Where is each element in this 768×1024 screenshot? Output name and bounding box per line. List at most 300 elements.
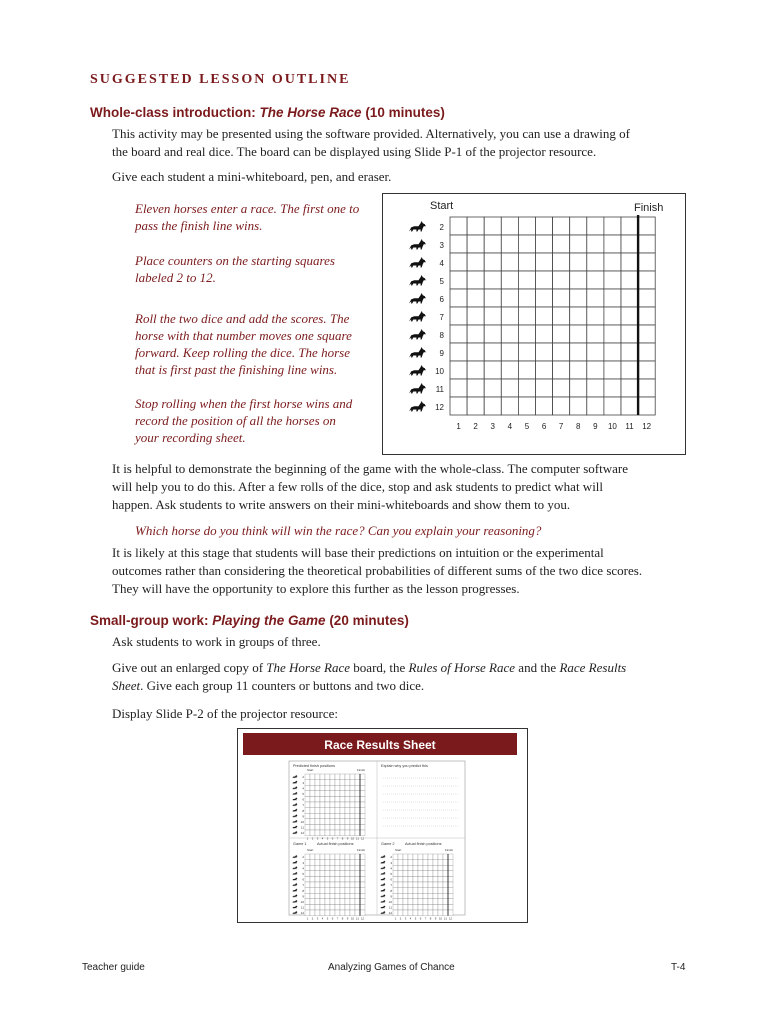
mini-cell — [438, 876, 443, 882]
mini-cell — [393, 893, 398, 899]
mini-cell — [345, 854, 350, 860]
mini-cell — [360, 808, 365, 814]
mini-cell — [325, 808, 330, 814]
mini-cell — [413, 854, 418, 860]
mini-column-label: 5 — [326, 916, 329, 921]
board-cell — [638, 397, 655, 415]
mini-cell — [350, 824, 355, 830]
mini-cell — [305, 796, 310, 802]
mini-cell — [350, 830, 355, 836]
mini-cell — [443, 882, 448, 888]
mini-cell — [360, 791, 365, 797]
mini-cell — [345, 780, 350, 786]
mini-cell — [448, 904, 453, 910]
board-cell — [536, 271, 553, 289]
mini-cell — [418, 865, 423, 871]
board-cell — [604, 289, 621, 307]
board-cell — [536, 253, 553, 271]
mini-cell — [360, 899, 365, 905]
board-cell — [501, 325, 518, 343]
board-cell — [484, 397, 501, 415]
mini-cell — [355, 830, 360, 836]
board-cell — [518, 217, 535, 235]
small-group-heading-title: Playing the Game — [212, 613, 326, 628]
mini-cell — [433, 888, 438, 894]
mini-cell — [325, 899, 330, 905]
mini-cell — [398, 899, 403, 905]
race-results-slide — [237, 728, 528, 923]
mini-cell — [355, 774, 360, 780]
text-line: They will have the opportunity to explore this further as the lesson progresses. — [112, 581, 520, 596]
mini-cell — [340, 819, 345, 825]
mini-cell — [330, 893, 335, 899]
mini-column-label: 11 — [444, 916, 447, 921]
mini-cell — [305, 813, 310, 819]
board-cell — [553, 397, 570, 415]
mini-cell — [345, 785, 350, 791]
board-column-label: 6 — [541, 422, 547, 431]
board-cell — [484, 271, 501, 289]
mini-cell — [448, 876, 453, 882]
board-cell — [467, 361, 484, 379]
mini-cell — [408, 899, 413, 905]
board-cell — [536, 325, 553, 343]
mini-cell — [403, 854, 408, 860]
board-cell — [467, 325, 484, 343]
mini-cell — [325, 882, 330, 888]
mini-cell — [355, 865, 360, 871]
board-cell — [518, 253, 535, 271]
board-cell — [501, 217, 518, 235]
mini-cell — [315, 854, 320, 860]
mini-cell — [360, 830, 365, 836]
mini-column-label: 4 — [321, 916, 324, 921]
mini-row-label: 6 — [390, 877, 392, 882]
board-cell — [501, 343, 518, 361]
mini-cell — [310, 882, 315, 888]
mini-cell — [350, 876, 355, 882]
mini-cell — [310, 871, 315, 877]
board-cell — [604, 361, 621, 379]
mini-cell — [345, 813, 350, 819]
mini-cell — [438, 871, 443, 877]
mini-row-label: 10 — [300, 820, 304, 824]
mini-cell — [305, 899, 310, 905]
mini-cell — [355, 785, 360, 791]
mini-column-label: 2 — [399, 916, 402, 921]
mini-cell — [315, 888, 320, 894]
mini-cell — [413, 882, 418, 888]
mini-cell — [310, 808, 315, 814]
board-cell — [553, 307, 570, 325]
board-cell — [587, 325, 604, 343]
mini-cell — [340, 904, 345, 910]
mini-cell — [438, 904, 443, 910]
mini-cell — [408, 893, 413, 899]
mini-cell — [433, 899, 438, 905]
mini-cell — [438, 899, 443, 905]
mini-cell — [310, 888, 315, 894]
mini-cell — [345, 871, 350, 877]
mini-cell — [315, 899, 320, 905]
small-group-heading — [90, 613, 409, 628]
mini-row-label: 6 — [302, 797, 304, 802]
mini-column-label: 3 — [404, 916, 407, 921]
board-column-label: 8 — [576, 422, 581, 431]
mini-cell — [350, 813, 355, 819]
mini-cell — [340, 791, 345, 797]
board-grid — [450, 215, 655, 415]
text-run: . Give each group 11 counters or buttons and two dice. — [140, 678, 425, 693]
mini-cell — [325, 774, 330, 780]
mini-column-label: 12 — [360, 916, 365, 921]
mini-cell — [350, 882, 355, 888]
board-cell — [518, 271, 535, 289]
mini-cell — [448, 871, 453, 877]
mini-cell — [438, 854, 443, 860]
mini-cell — [315, 796, 320, 802]
mini-cell — [398, 893, 403, 899]
mini-cell — [350, 860, 355, 866]
mini-cell — [428, 871, 433, 877]
mini-cell — [340, 813, 345, 819]
board-cell — [604, 343, 621, 361]
game1-label: Game 1 — [293, 842, 307, 846]
board-cell — [604, 397, 621, 415]
instruction-3 — [135, 310, 380, 378]
mini-cell — [355, 802, 360, 808]
mini-cell — [335, 802, 340, 808]
board-row-label: 2 — [439, 223, 444, 232]
intro-paragraph-1 — [112, 125, 672, 161]
mini-cell — [448, 893, 453, 899]
mini-cell — [408, 865, 413, 871]
instruction-line: labeled 2 to 12. — [135, 270, 216, 285]
mini-cell — [310, 780, 315, 786]
instruction-line: pass the finish line wins. — [135, 218, 263, 233]
mini-cell — [350, 899, 355, 905]
mini-column-label: 12 — [360, 836, 365, 841]
mini-cell — [360, 876, 365, 882]
instruction-line: forward. Keep rolling the dice. The horse — [135, 345, 350, 360]
board-row-label: 10 — [435, 367, 444, 376]
board-cell — [501, 397, 518, 415]
mini-cell — [398, 876, 403, 882]
mini-row-label: 8 — [302, 888, 304, 893]
mini-cell — [325, 780, 330, 786]
mini-cell — [418, 854, 423, 860]
board-cell — [553, 379, 570, 397]
mini-cell — [325, 813, 330, 819]
board-cell — [536, 217, 553, 235]
mini-cell — [335, 813, 340, 819]
mini-column-label: 3 — [316, 916, 319, 921]
mini-cell — [433, 860, 438, 866]
mini-cell — [350, 808, 355, 814]
mini-cell — [423, 910, 428, 916]
instruction-line: horse with that number moves one square — [135, 328, 352, 343]
mini-row-label: 2 — [302, 775, 304, 780]
board-cell — [467, 379, 484, 397]
mini-cell — [320, 796, 325, 802]
mini-cell — [408, 882, 413, 888]
mini-row-label: 4 — [302, 866, 304, 871]
mini-cell — [335, 893, 340, 899]
mini-cell — [438, 865, 443, 871]
board-cell — [450, 307, 467, 325]
mini-cell — [403, 904, 408, 910]
mini-cell — [345, 824, 350, 830]
mini-cell — [438, 893, 443, 899]
mini-cell — [320, 785, 325, 791]
mini-cell — [355, 813, 360, 819]
mini-cell — [320, 910, 325, 916]
mini-row-label: 8 — [302, 808, 304, 813]
mini-cell — [345, 830, 350, 836]
mini-cell — [355, 808, 360, 814]
board-cell — [553, 217, 570, 235]
mini-cell — [360, 774, 365, 780]
board-start-label: Start — [430, 200, 454, 212]
mini-cell — [350, 854, 355, 860]
mini-row-label: 3 — [302, 860, 304, 865]
mini-cell — [345, 888, 350, 894]
mini-cell — [320, 854, 325, 860]
board-cell — [467, 307, 484, 325]
explain-label: Explain why you predict this — [381, 764, 428, 768]
mini-cell — [315, 813, 320, 819]
mini-cell — [393, 888, 398, 894]
board-cell — [638, 217, 655, 235]
board-cell — [467, 217, 484, 235]
mini-cell — [305, 865, 310, 871]
mini-cell — [433, 876, 438, 882]
board-cell — [518, 289, 535, 307]
mini-row-label: 7 — [302, 803, 304, 808]
mini-cell — [360, 865, 365, 871]
mini-cell — [330, 774, 335, 780]
mini-cell — [360, 871, 365, 877]
board-cell — [501, 289, 518, 307]
board-cell — [570, 217, 587, 235]
mini-cell — [403, 860, 408, 866]
mini-cell — [320, 876, 325, 882]
mini-cell — [320, 860, 325, 866]
mini-row-label: 10 — [300, 900, 304, 904]
mini-cell — [428, 882, 433, 888]
mini-cell — [325, 785, 330, 791]
mini-cell — [330, 899, 335, 905]
mini-cell — [393, 882, 398, 888]
mini-row-label: 4 — [390, 866, 392, 871]
game1-actual-label: Actual finish positions — [317, 842, 354, 846]
mini-cell — [360, 904, 365, 910]
mini-cell — [428, 910, 433, 916]
mini-cell — [305, 854, 310, 860]
instruction-line: your recording sheet. — [135, 430, 246, 445]
mini-cell — [355, 780, 360, 786]
board-cell — [501, 361, 518, 379]
mini-cell — [305, 802, 310, 808]
mini-cell — [345, 882, 350, 888]
mini-row-label: 9 — [390, 894, 392, 899]
mini-finish-label: Finish — [445, 848, 454, 852]
board-row-label: 4 — [439, 259, 444, 268]
mini-cell — [403, 893, 408, 899]
mini-cell — [398, 910, 403, 916]
mini-cell — [350, 865, 355, 871]
mini-cell — [403, 899, 408, 905]
mini-cell — [408, 876, 413, 882]
mini-column-label: 1 — [306, 836, 309, 841]
mini-cell — [330, 888, 335, 894]
mini-cell — [403, 876, 408, 882]
board-cell — [536, 343, 553, 361]
mini-cell — [448, 860, 453, 866]
board-cell — [621, 343, 638, 361]
mini-cell — [340, 774, 345, 780]
mini-cell — [305, 893, 310, 899]
board-cell — [484, 361, 501, 379]
mini-cell — [413, 893, 418, 899]
instruction-line: Roll the two dice and add the scores. The — [135, 311, 350, 326]
mini-column-label: 1 — [394, 916, 397, 921]
mini-cell — [325, 871, 330, 877]
mini-start-label: Start — [395, 848, 402, 852]
intro-paragraph-2: Give each student a mini-whiteboard, pen, and eraser. — [112, 169, 392, 184]
mini-cell — [310, 785, 315, 791]
mini-cell — [393, 871, 398, 877]
board-cell — [604, 271, 621, 289]
mini-cell — [355, 876, 360, 882]
mini-cell — [413, 904, 418, 910]
board-cell — [501, 271, 518, 289]
mini-cell — [413, 910, 418, 916]
mini-cell — [330, 882, 335, 888]
mini-column-label: 9 — [346, 836, 349, 841]
board-column-label: 9 — [593, 422, 598, 431]
mini-column-label: 2 — [311, 836, 314, 841]
mini-cell — [423, 876, 428, 882]
board-row-label: 12 — [435, 403, 444, 412]
mini-cell — [423, 860, 428, 866]
mini-cell — [315, 893, 320, 899]
text-line: will help you to do this. After a few rolls of the dice, stop and ask students to predict what will — [112, 479, 604, 494]
mini-column-label: 4 — [409, 916, 412, 921]
mini-cell — [335, 865, 340, 871]
mini-column-label: 6 — [331, 916, 334, 921]
mini-row-label: 11 — [388, 905, 392, 910]
mini-cell — [438, 910, 443, 916]
mini-cell — [345, 860, 350, 866]
mini-cell — [345, 802, 350, 808]
board-column-label: 11 — [625, 422, 634, 431]
board-cell — [621, 361, 638, 379]
mini-cell — [330, 904, 335, 910]
board-cell — [604, 235, 621, 253]
results-sheet-name: Race Results — [559, 660, 627, 675]
board-cell — [518, 235, 535, 253]
mini-row-label: 12 — [300, 911, 304, 916]
mini-row-label: 8 — [390, 888, 392, 893]
text-run: board, the — [350, 660, 409, 675]
mini-column-label: 7 — [336, 916, 339, 921]
mini-column-label: 8 — [341, 836, 344, 841]
mini-cell — [320, 819, 325, 825]
mini-cell — [355, 871, 360, 877]
small-group-paragraph-2 — [112, 659, 672, 695]
mini-cell — [355, 899, 360, 905]
mini-cell — [443, 899, 448, 905]
mini-cell — [360, 785, 365, 791]
mini-cell — [360, 882, 365, 888]
mini-row-label: 11 — [300, 905, 304, 910]
mini-cell — [330, 865, 335, 871]
mini-row-label: 2 — [390, 855, 392, 860]
mini-cell — [443, 876, 448, 882]
mini-column-label: 6 — [419, 916, 422, 921]
mini-cell — [423, 899, 428, 905]
board-cell — [587, 379, 604, 397]
mini-cell — [360, 860, 365, 866]
board-cell — [467, 289, 484, 307]
mini-cell — [320, 813, 325, 819]
mini-cell — [335, 854, 340, 860]
mini-cell — [350, 888, 355, 894]
board-cell — [570, 235, 587, 253]
mini-cell — [355, 791, 360, 797]
mini-cell — [398, 882, 403, 888]
board-cell — [638, 253, 655, 271]
mini-cell — [335, 785, 340, 791]
mini-cell — [340, 808, 345, 814]
mini-cell — [360, 854, 365, 860]
instruction-2 — [135, 252, 380, 286]
mini-cell — [443, 871, 448, 877]
mini-cell — [305, 824, 310, 830]
mini-cell — [393, 854, 398, 860]
mini-cell — [305, 882, 310, 888]
mini-cell — [320, 871, 325, 877]
board-cell — [553, 289, 570, 307]
mini-cell — [350, 893, 355, 899]
mini-cell — [360, 888, 365, 894]
mini-cell — [345, 910, 350, 916]
mini-cell — [320, 899, 325, 905]
mini-cell — [305, 876, 310, 882]
board-row-label: 5 — [439, 277, 444, 286]
instruction-line: record the position of all the horses on — [135, 413, 336, 428]
mini-cell — [320, 865, 325, 871]
mini-cell — [310, 791, 315, 797]
prediction-question: Which horse do you think will win the race? Can you explain your reasoning? — [135, 523, 542, 538]
mini-cell — [350, 796, 355, 802]
mini-row-label: 5 — [390, 872, 392, 876]
footer-left: Teacher guide — [82, 962, 145, 973]
board-cell — [450, 235, 467, 253]
board-cell — [587, 253, 604, 271]
mini-cell — [310, 813, 315, 819]
mini-cell — [335, 819, 340, 825]
mini-cell — [330, 813, 335, 819]
mini-column-label: 10 — [350, 836, 355, 841]
section-title: SUGGESTED LESSON OUTLINE — [90, 72, 351, 87]
board-cell — [570, 253, 587, 271]
mini-cell — [423, 888, 428, 894]
mini-cell — [320, 824, 325, 830]
board-cell — [570, 379, 587, 397]
board-cell — [467, 235, 484, 253]
